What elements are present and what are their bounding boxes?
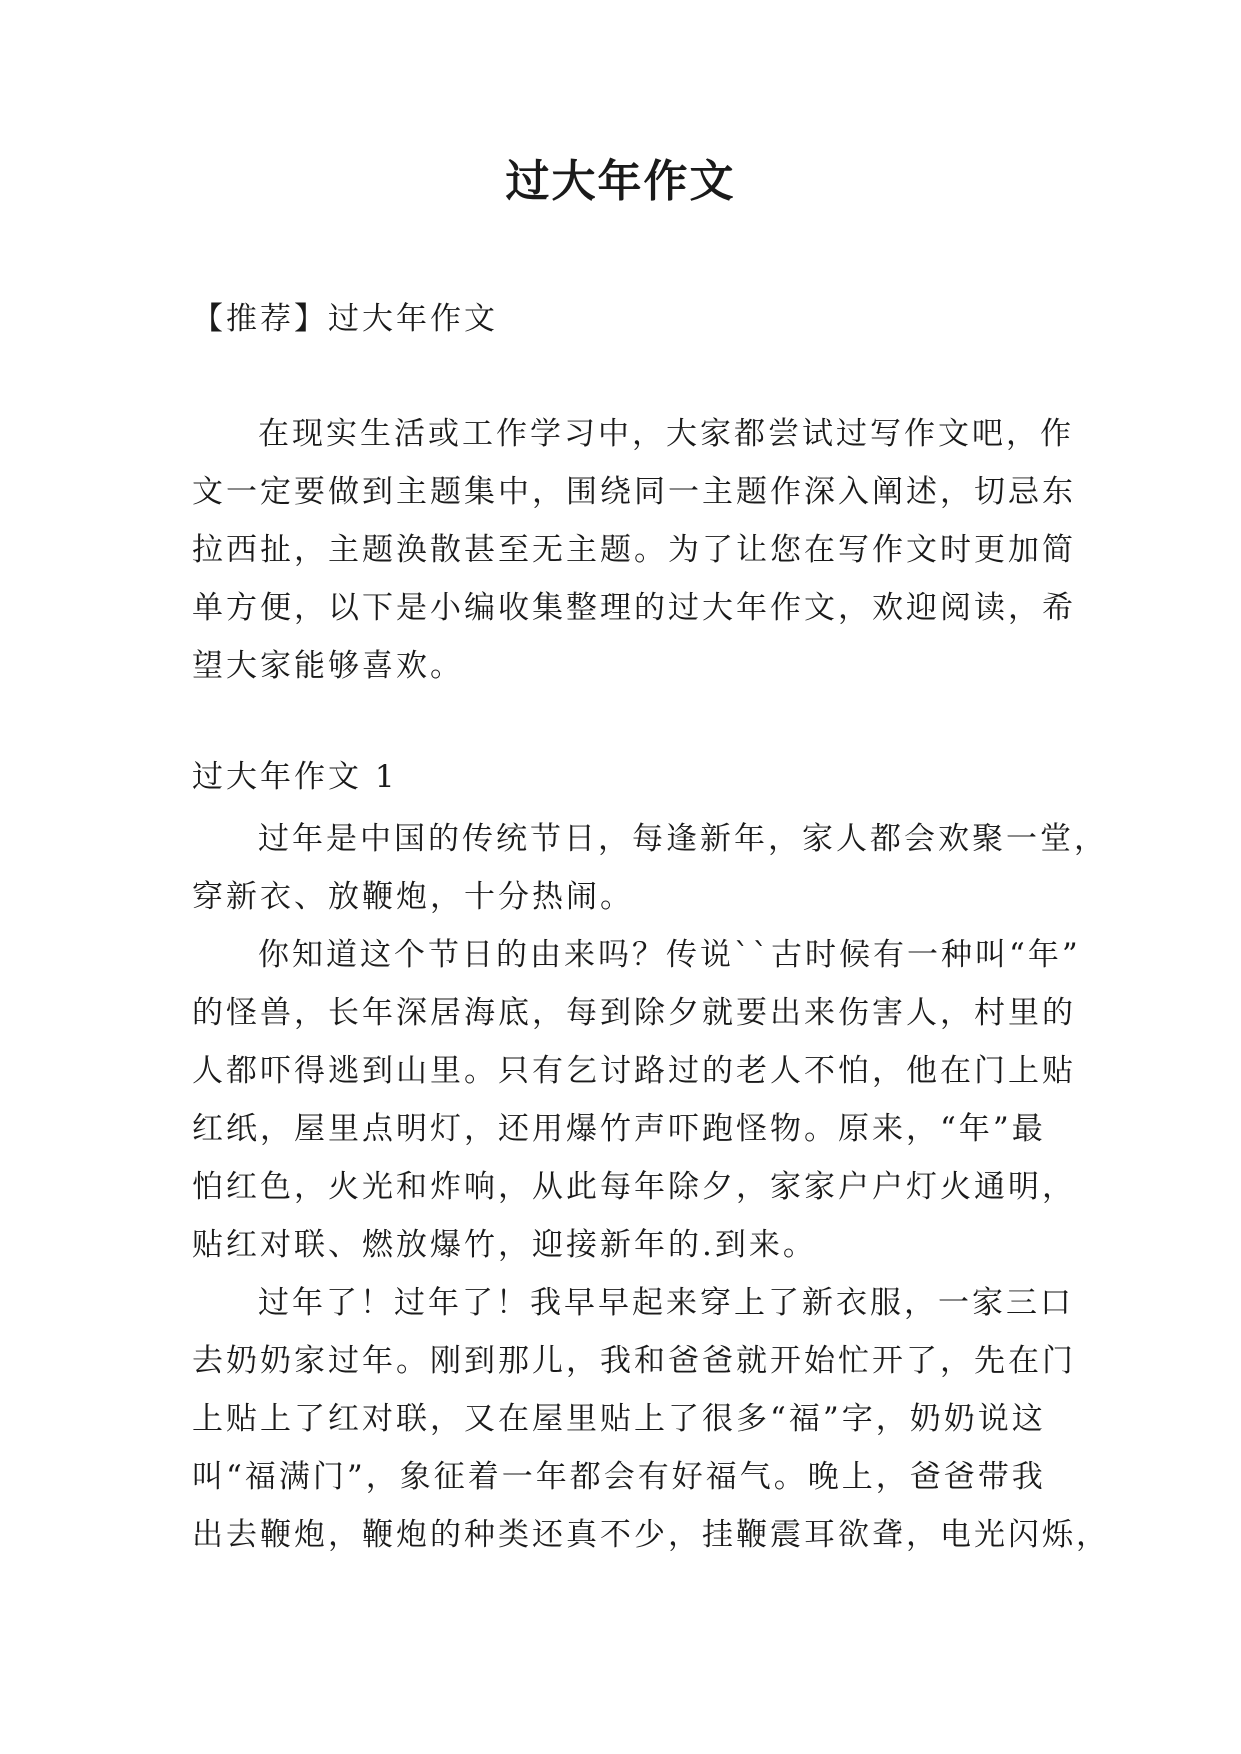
essay-heading-text: 过大年作文 1 xyxy=(192,759,398,795)
essay-line: 怕红色，火光和炸响，从此每年除夕，家家户户灯火通明， xyxy=(192,1169,1076,1205)
essay-line: 的怪兽，长年深居海底，每到除夕就要出来伤害人，村里的 xyxy=(192,995,1076,1031)
essay-line: 上贴上了红对联，又在屋里贴上了很多“福”字，奶奶说这 xyxy=(192,1401,1046,1437)
essay-line: 叫“福满门”，象征着一年都会有好福气。晚上，爸爸带我 xyxy=(192,1459,1046,1495)
essay-line: 你知道这个节日的由来吗？传说``古时候有一种叫“年” xyxy=(258,937,1081,973)
essay-line: 穿新衣、放鞭炮，十分热闹。 xyxy=(192,879,634,915)
essay-line: 出去鞭炮，鞭炮的种类还真不少，挂鞭震耳欲聋，电光闪烁， xyxy=(192,1517,1110,1553)
intro-line: 望大家能够喜欢。 xyxy=(192,648,464,684)
essay-line: 贴红对联、燃放爆竹，迎接新年的.到来。 xyxy=(192,1227,817,1263)
intro-line: 在现实生活或工作学习中，大家都尝试过写作文吧，作 xyxy=(258,416,1074,452)
intro-line: 单方便，以下是小编收集整理的过大年作文，欢迎阅读，希 xyxy=(192,590,1076,626)
essay-body xyxy=(192,810,1110,1564)
intro-paragraph xyxy=(192,405,1076,695)
essay-line: 去奶奶家过年。刚到那儿，我和爸爸就开始忙开了，先在门 xyxy=(192,1343,1076,1379)
essay-heading xyxy=(192,748,1072,806)
essay-line: 过年是中国的传统节日，每逢新年，家人都会欢聚一堂， xyxy=(258,821,1108,857)
intro-line: 拉西扯，主题涣散甚至无主题。为了让您在写作文时更加简 xyxy=(192,532,1076,568)
essay-line: 人都吓得逃到山里。只有乞讨路过的老人不怕，他在门上贴 xyxy=(192,1053,1076,1089)
recommend-text: 【推荐】过大年作文 xyxy=(192,301,498,337)
intro-line: 文一定要做到主题集中，围绕同一主题作深入阐述，切忌东 xyxy=(192,474,1076,510)
document-title: 过大年作文 xyxy=(505,156,736,207)
recommend-line xyxy=(192,290,1072,348)
essay-line: 红纸，屋里点明灯，还用爆竹声吓跑怪物。原来，“年”最 xyxy=(192,1111,1046,1147)
essay-line: 过年了！过年了！我早早起来穿上了新衣服，一家三口 xyxy=(258,1285,1074,1321)
